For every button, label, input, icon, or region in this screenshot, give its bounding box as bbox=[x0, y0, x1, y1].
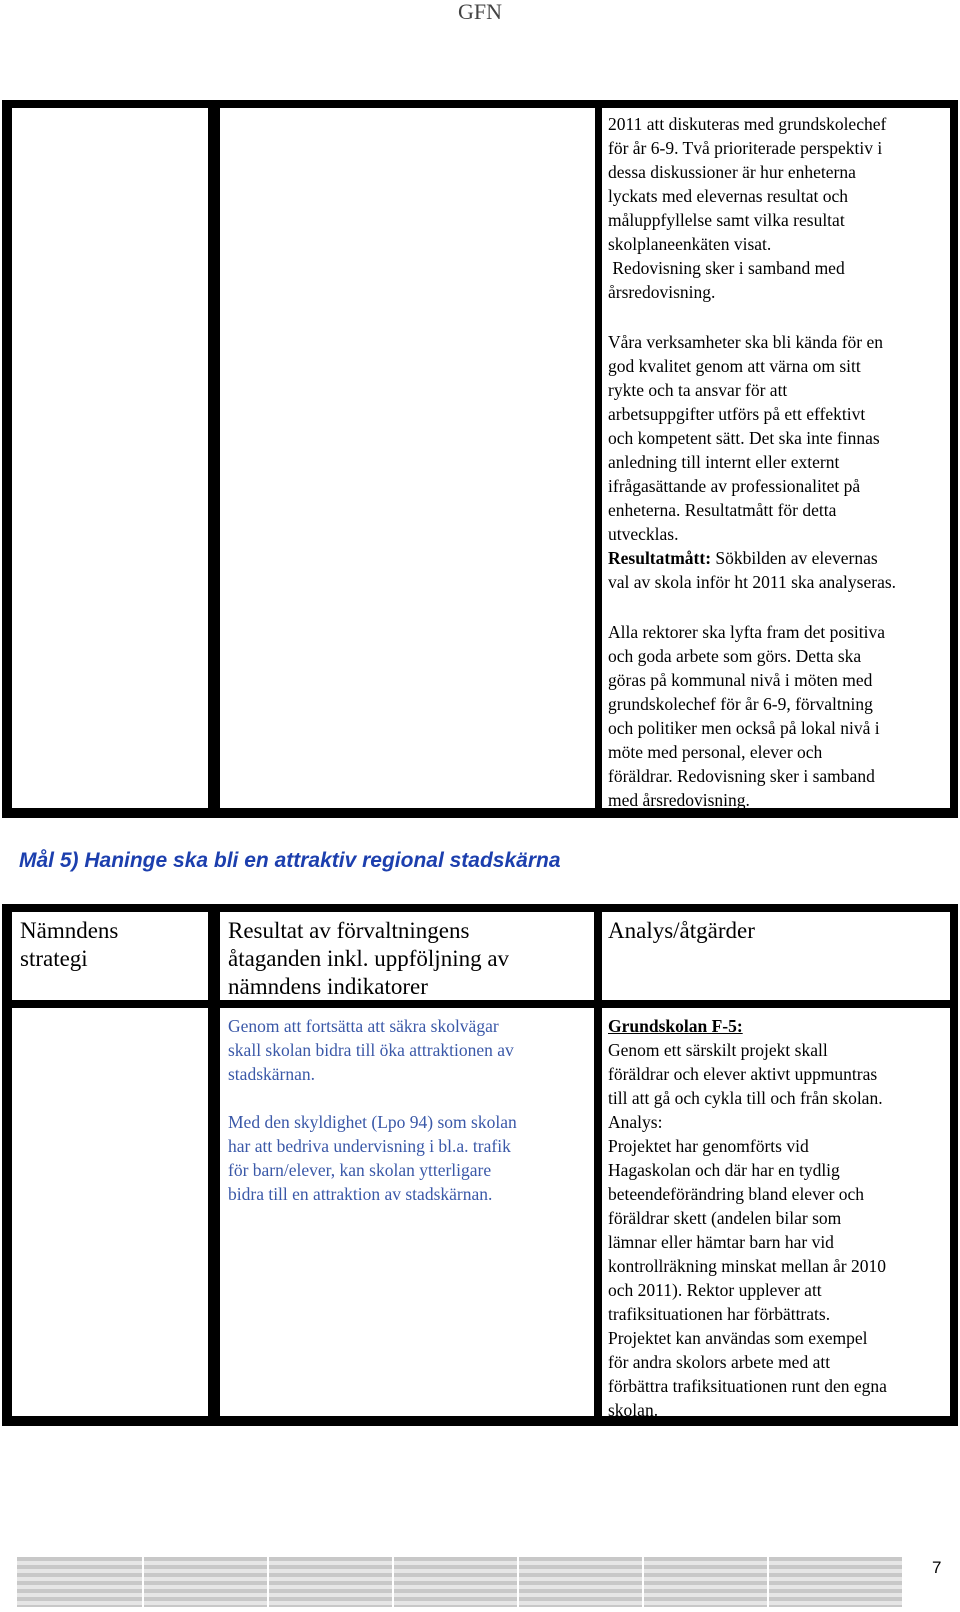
body-resultat bbox=[220, 1008, 594, 1416]
top-table bbox=[2, 100, 958, 818]
col3-paragraph-3: Alla rektorer ska lyfta fram det positiva och goda arbete som görs. Detta ska göras på kommunal nivå i möten med grundskolechef för år 6-9, förvaltning och politiker men också på lokal nivå i möte med personal, elever och föräldrar. Redovisning sker i samband med årsredovisning. bbox=[608, 622, 885, 810]
resultatmatt-label: Resultatmått: bbox=[608, 548, 712, 568]
resultat-paragraph-1: Genom att fortsätta att säkra skolvägar skall skolan bidra till öka attraktionen av stadskärnan. bbox=[228, 1016, 514, 1084]
header-resultat: Resultat av förvaltningens åtaganden inkl. uppföljning av nämndens indikatorer bbox=[220, 912, 594, 1000]
resultat-paragraph-2: Med den skyldighet (Lpo 94) som skolan har att bedriva undervisning i bl.a. trafik för barn/elever, kan skolan ytterligare bidra till en attraktion av stadskärnan. bbox=[228, 1112, 517, 1204]
goal-heading: Mål 5) Haninge ska bli en attraktiv regional stadskärna bbox=[19, 849, 561, 872]
col3-paragraph-2: Våra verksamheter ska bli kända för en god kvalitet genom att värna om sitt rykte och ta ansvar för att arbetsuppgifter utförs på ett effektivt och kompetent sätt. Det ska inte finnas anledning till internt eller externt ifrågasättande av professionalitet på enheterna. Resultatmått för detta utvecklas. Resultatmått: Sökbilden av elevernas val av skola inför ht 2011 ska analyseras. bbox=[608, 332, 897, 592]
footer-wave-band bbox=[17, 1557, 902, 1607]
top-table-col1 bbox=[12, 108, 208, 808]
page-number: 7 bbox=[932, 1558, 942, 1577]
page-header: GFN bbox=[457, 0, 502, 24]
body-namndens-strategi bbox=[12, 1008, 208, 1416]
bottom-table bbox=[2, 904, 958, 1426]
col3-paragraph-1: 2011 att diskuteras med grundskolechef för år 6-9. Två prioriterade perspektiv i dessa diskussioner är hur enheterna lyckats med elevernas resultat och måluppfyllelse samt vilka resultat skolplaneenkäten visat. Redovisning sker i samband med årsredovisning. bbox=[608, 114, 887, 302]
top-table-col2 bbox=[220, 108, 595, 808]
body-analys: Grundskolan F-5: Genom ett särskilt projekt skall föräldrar och elever aktivt uppmuntras till att gå och cykla till och från skolan. Analys: Projektet har genomförts vid Hagaskolan och där har en tydlig beteendeförändring bland elever och föräldrar skett (andelen bilar som lämnar eller hämtar barn har vid kontrollräkning minskat mellan år 2010 och 2011). Rektor upplever att trafiksituationen har förbättrats. Projektet kan användas som exempel för andra skolors arbete med att förbättra trafiksituationen runt den egna skolan. bbox=[602, 1008, 950, 1416]
grundskolan-heading: Grundskolan F-5: bbox=[608, 1016, 743, 1036]
top-table-col3 bbox=[602, 108, 950, 808]
header-analys: Analys/åtgärder bbox=[602, 912, 950, 1000]
header-namndens-strategi: Nämndens strategi bbox=[12, 912, 208, 1000]
